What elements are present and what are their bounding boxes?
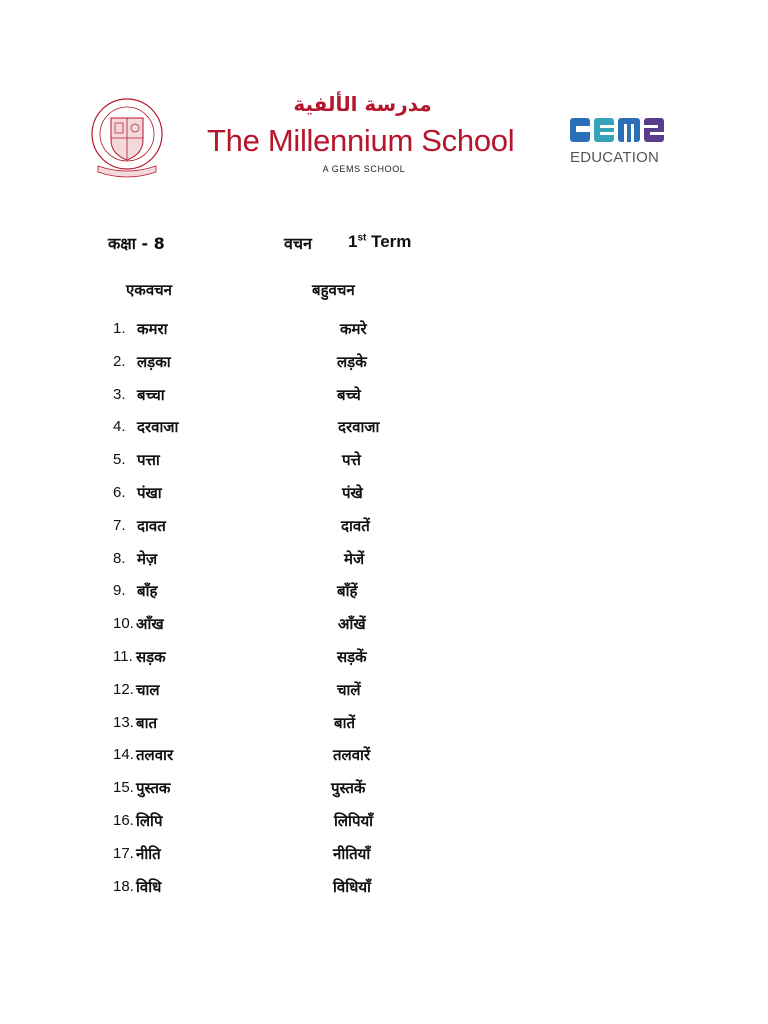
singular-word: विधि [136, 877, 162, 896]
item-number: 11. [113, 647, 133, 665]
list-item [0, 678, 768, 711]
plural-word: बाँहें [337, 582, 358, 601]
singular-word: लिपि [136, 811, 163, 830]
plural-word: तलवारें [333, 746, 371, 765]
singular-word: बच्चा [137, 385, 165, 404]
item-number: 17. [113, 844, 134, 862]
list-item [0, 317, 768, 350]
plural-word: चालें [337, 680, 361, 699]
plural-word: नीतियाँ [333, 844, 371, 863]
singular-word: दरवाजा [137, 418, 179, 437]
item-number: 12. [113, 680, 134, 698]
item-number: 18. [113, 877, 134, 895]
plural-word: पुस्तकें [331, 779, 366, 798]
term-word: Term [371, 232, 412, 251]
singular-word: पंखा [137, 483, 162, 502]
plural-word: दरवाजा [338, 418, 380, 437]
list-item [0, 875, 768, 908]
term-suffix: st [357, 232, 367, 244]
term-label [348, 232, 411, 252]
item-number: 4. [113, 418, 126, 436]
gems-education-label: EDUCATION [570, 149, 660, 166]
plural-word: विधियाँ [333, 877, 371, 896]
plural-word: पंखे [342, 483, 363, 502]
list-item [0, 612, 768, 645]
item-number: 13. [113, 713, 134, 731]
singular-word: कमरा [137, 320, 168, 338]
list-item [0, 547, 768, 580]
plural-word: लिपियाँ [334, 811, 374, 830]
plural-word: पत्ते [342, 451, 361, 470]
list-item [0, 776, 768, 809]
item-number: 8. [113, 549, 126, 567]
singular-word: बाँह [137, 582, 158, 601]
item-number: 3. [113, 385, 126, 403]
plural-word: मेजें [344, 549, 365, 568]
singular-column-header: एकवचन [126, 281, 173, 299]
plural-word: आँखें [338, 615, 366, 634]
plural-column-header: बहुवचन [312, 281, 355, 299]
list-item [0, 481, 768, 514]
term-number: 1 [348, 232, 358, 251]
singular-word: दावत [137, 516, 166, 535]
gems-logo [570, 116, 664, 144]
list-item [0, 415, 768, 448]
item-number: 1. [113, 320, 126, 337]
school-crest-logo [86, 96, 168, 180]
school-subtitle: A GEMS SCHOOL [322, 164, 406, 174]
plural-word: सड़कें [337, 647, 367, 666]
item-number: 10. [113, 615, 134, 633]
class-label: कक्षा - 8 [108, 234, 165, 253]
list-item [0, 350, 768, 383]
list-item [0, 514, 768, 547]
list-item [0, 711, 768, 744]
topic-title: वचन [284, 234, 312, 253]
list-item [0, 809, 768, 842]
item-number: 5. [113, 451, 126, 469]
plural-word: लड़के [337, 352, 367, 371]
singular-word: नीति [136, 844, 161, 863]
list-item [0, 579, 768, 612]
singular-word: बात [136, 713, 158, 732]
plural-word: बातें [334, 713, 356, 732]
singular-word: पुस्तक [136, 779, 171, 798]
plural-word: कमरे [340, 320, 367, 338]
list-item [0, 743, 768, 776]
singular-word: लड़का [137, 352, 171, 371]
item-number: 16. [113, 811, 134, 829]
item-number: 14. [113, 746, 134, 764]
item-number: 6. [113, 483, 126, 501]
singular-word: पत्ता [137, 451, 160, 470]
word-list [0, 317, 768, 907]
list-item [0, 383, 768, 416]
list-item [0, 645, 768, 678]
plural-word: बच्चे [337, 385, 361, 404]
arabic-school-name: مدرسة الألفية [293, 92, 432, 116]
item-number: 9. [113, 582, 126, 600]
school-name: The Millennium School [207, 123, 515, 158]
item-number: 7. [113, 516, 126, 534]
plural-word: दावतें [341, 516, 370, 535]
list-item [0, 448, 768, 481]
singular-word: सड़क [136, 647, 166, 666]
item-number: 15. [113, 779, 134, 797]
list-item [0, 842, 768, 875]
singular-word: चाल [136, 680, 160, 699]
singular-word: तलवार [136, 746, 174, 765]
singular-word: आँख [136, 615, 164, 634]
singular-word: मेज़ [137, 549, 158, 568]
item-number: 2. [113, 352, 126, 370]
